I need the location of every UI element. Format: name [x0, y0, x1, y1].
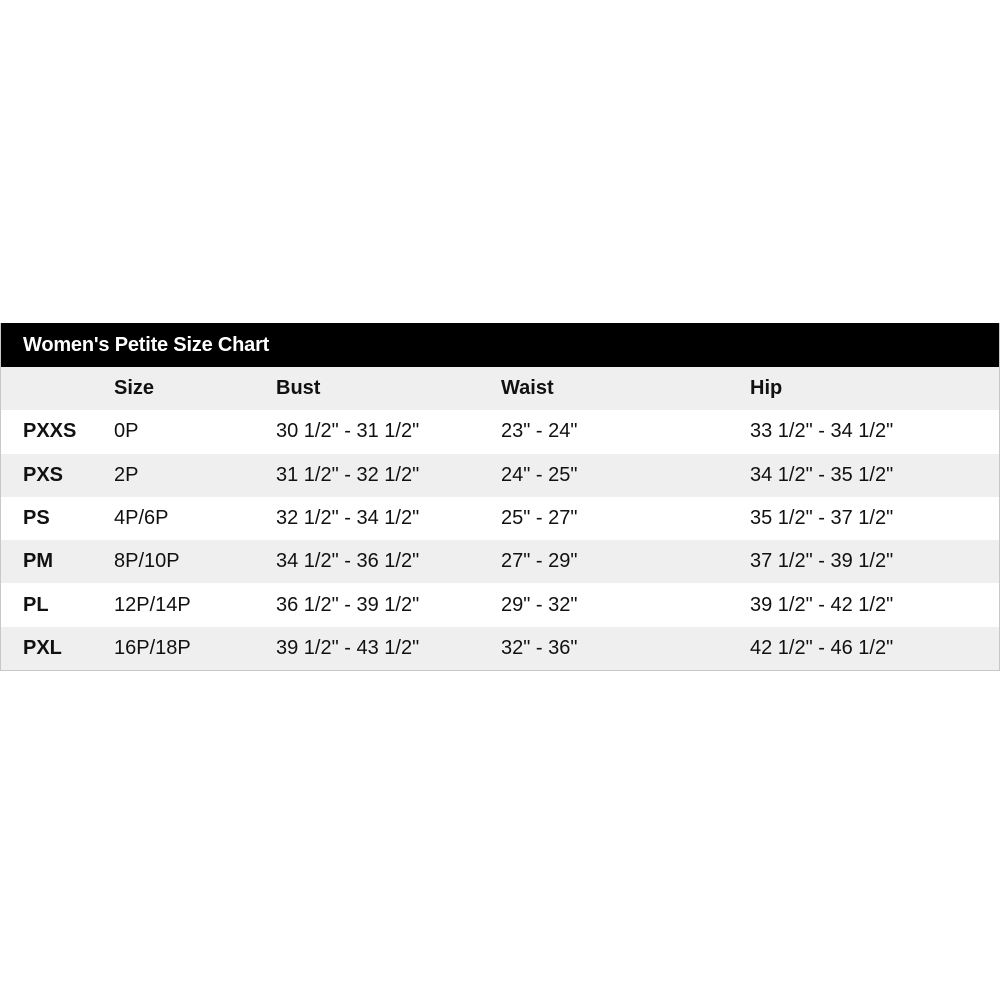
bust-cell: 36 1/2" - 39 1/2"	[276, 593, 420, 616]
row-label: PXS	[23, 463, 64, 486]
hip-cell: 33 1/2" - 34 1/2"	[750, 420, 894, 443]
hip-cell: 39 1/2" - 42 1/2"	[750, 593, 894, 616]
size-cell: 0P	[114, 420, 139, 443]
column-header-size: Size	[114, 377, 155, 400]
size-chart	[0, 323, 1000, 671]
bust-cell: 39 1/2" - 43 1/2"	[276, 636, 420, 659]
row-label: PL	[23, 593, 49, 616]
bust-cell: 32 1/2" - 34 1/2"	[276, 507, 420, 530]
waist-cell: 32" - 36"	[501, 636, 578, 659]
size-table	[1, 367, 999, 670]
row-label: PXL	[23, 636, 62, 659]
table-row	[1, 454, 999, 497]
table-row	[1, 583, 999, 626]
column-header-label	[1, 367, 114, 410]
table-row	[1, 627, 999, 670]
row-label: PXXS	[23, 420, 77, 443]
bust-cell: 34 1/2" - 36 1/2"	[276, 550, 420, 573]
hip-cell: 34 1/2" - 35 1/2"	[750, 463, 894, 486]
table-row	[1, 540, 999, 583]
hip-cell: 35 1/2" - 37 1/2"	[750, 507, 894, 530]
chart-title: Women's Petite Size Chart	[23, 333, 270, 356]
table-row	[1, 497, 999, 540]
table-row	[1, 410, 999, 453]
row-label: PM	[23, 550, 53, 573]
bust-cell: 30 1/2" - 31 1/2"	[276, 420, 420, 443]
waist-cell: 27" - 29"	[501, 550, 578, 573]
row-label: PS	[23, 507, 50, 530]
size-cell: 4P/6P	[114, 507, 169, 530]
waist-cell: 25" - 27"	[501, 507, 578, 530]
chart-title-bar	[1, 323, 999, 367]
size-cell: 2P	[114, 463, 139, 486]
waist-cell: 24" - 25"	[501, 463, 578, 486]
size-cell: 8P/10P	[114, 550, 180, 573]
hip-cell: 37 1/2" - 39 1/2"	[750, 550, 894, 573]
size-cell: 16P/18P	[114, 636, 191, 659]
waist-cell: 23" - 24"	[501, 420, 578, 443]
waist-cell: 29" - 32"	[501, 593, 578, 616]
bust-cell: 31 1/2" - 32 1/2"	[276, 463, 420, 486]
column-header-hip: Hip	[750, 377, 783, 400]
table-header-row	[1, 367, 999, 410]
size-cell: 12P/14P	[114, 593, 191, 616]
column-header-waist: Waist	[501, 377, 554, 400]
column-header-bust: Bust	[276, 377, 321, 400]
hip-cell: 42 1/2" - 46 1/2"	[750, 636, 894, 659]
